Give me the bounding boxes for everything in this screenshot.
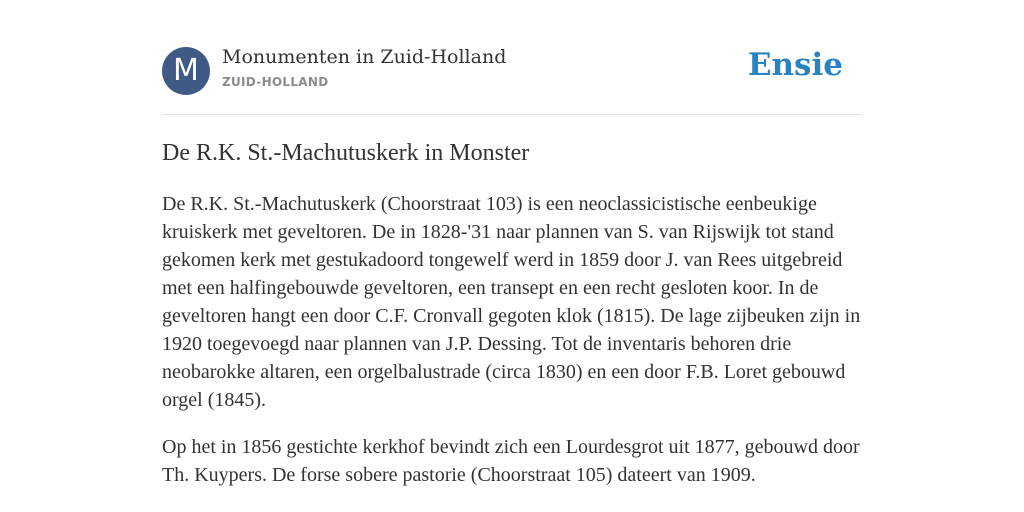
avatar[interactable]: M [162,47,210,95]
article-paragraph: Op het in 1856 gestichte kerkhof bevindt zich een Lourdesgrot uit 1877, gebouwd door Th. Kuypers. De forse sobere pastorie (Choorstraat 105) dateert van 1909. [162,436,860,486]
article-title: De R.K. St.-Machutuskerk in Monster [162,140,530,166]
page-header [162,0,862,115]
content-card [162,0,862,486]
brand-logo[interactable]: Ensie [747,47,843,83]
site-subtitle[interactable]: ZUID-HOLLAND [222,75,329,89]
site-title[interactable]: Monumenten in Zuid-Holland [222,46,507,68]
article-paragraph: De R.K. St.-Machutuskerk (Choorstraat 103) is een neoclassicistische eenbeukige kruiskerk met geveltoren. De in 1828-'31 naar plannen van S. van Rijswijk tot stand gekomen kerk met gestukadoord tongewelf werd in 1859 door J. van Rees uitgebreid met een halfingebouwde geveltoren, een transept en een recht gesloten koor. In de geveltoren hangt een door C.F. Cronvall gegoten klok (1815). De lage zijbeuken zijn in 1920 toegevoegd naar plannen van J.P. Dessing. Tot de inventaris behoren drie neobarokke altaren, een orgelbalustrade (circa 1830) en een door F.B. Loret gebouwd orgel (1845). [162,193,861,411]
